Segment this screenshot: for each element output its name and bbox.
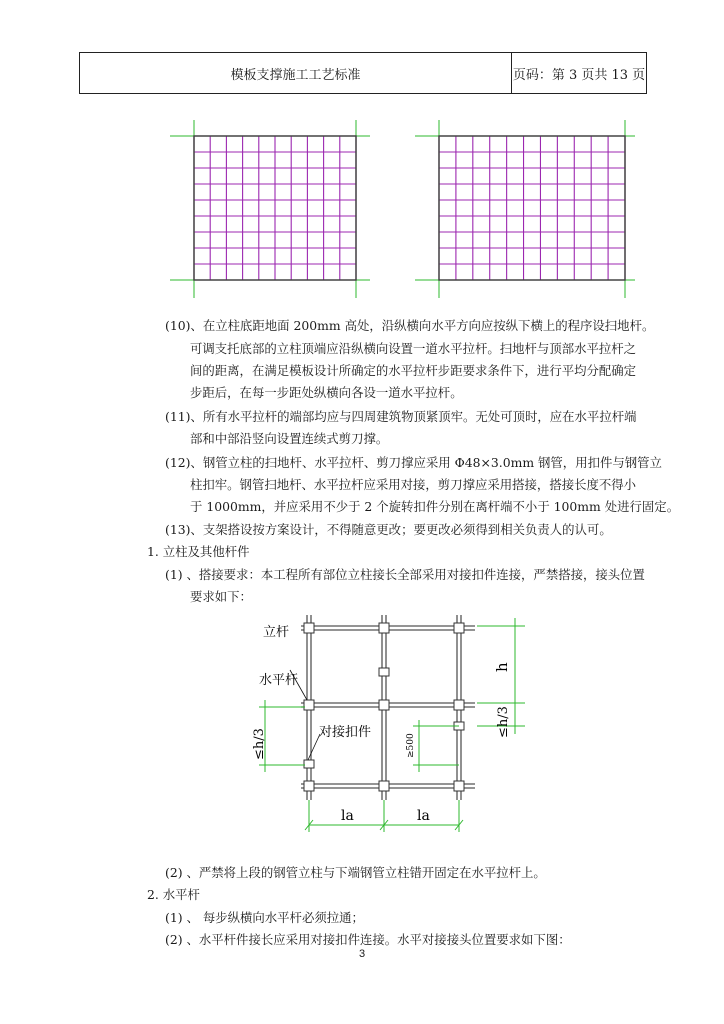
paragraph-13: (13)、支架搭设按方案设计，不得随意更改；要更改必须得到相关负责人的认可。: [165, 522, 612, 537]
section-1-heading: 1. 立柱及其他杆件: [147, 544, 250, 559]
label-la-1: la: [341, 808, 354, 824]
label-500: ≥500: [406, 733, 416, 758]
paragraph-10b: 可调支托底部的立柱顶端应沿纵横向设置一道水平拉杆。扫地杆与顶部水平拉杆之: [190, 341, 637, 356]
document-title: 模板支撑施工工艺标准: [80, 53, 512, 93]
plan-figure-left: [170, 120, 370, 298]
paragraph-12b: 柱扣牢。钢管扫地杆、水平拉杆应采用对接，剪刀撑应采用搭接，搭接长度不得小: [190, 477, 637, 492]
paragraph-11a: (11)、所有水平拉杆的端部均应与四周建筑物顶紧顶牢。无处可顶时，应在水平拉杆端: [165, 409, 637, 424]
page-info: 页码：第 3 页共 13 页: [512, 67, 646, 83]
butt-joint-diagram: [245, 610, 535, 850]
label-la-2: la: [417, 808, 430, 824]
label-h3-left: ≤h/3: [252, 728, 267, 760]
paragraph-1-1b: 要求如下：: [190, 589, 252, 604]
paragraph-10a: (10)、在立柱底距地面 200mm 高处，沿纵横向水平方向应按纵下横上的程序设扫地杆。: [165, 318, 655, 333]
paragraph-2-1: (1) 、 每步纵横向水平杆必须拉通；: [165, 910, 364, 925]
label-h: h: [493, 662, 511, 672]
paragraph-1-1a: (1) 、搭接要求：本工程所有部位立柱接长全部采用对接扣件连接，严禁搭接，接头位置: [165, 567, 645, 582]
plan-figure-right: [415, 120, 635, 298]
label-pole: 立杆: [263, 625, 290, 640]
label-h3-right: ≤h/3: [496, 706, 511, 738]
paragraph-12c: 于 1000mm，并应采用不少于 2 个旋转扣件分别在离杆端不小于 100mm 处进行固定。: [190, 499, 680, 514]
paragraph-12a: (12)、钢管立柱的扫地杆、水平拉杆、剪刀撑应采用 Φ48×3.0mm 钢管，用扣件与钢管立: [165, 455, 662, 470]
paragraph-11b: 部和中部沿竖向设置连续式剪刀撑。: [190, 431, 389, 446]
page-number: 3: [358, 948, 366, 960]
paragraph-2-2: (2) 、水平杆件接长应采用对接扣件连接。水平对接接头位置要求如下图：: [165, 932, 571, 947]
support-plan-figures: [170, 120, 640, 300]
paragraph-10c: 间的距离，在满足模板设计所确定的水平拉杆步距要求条件下，进行平均分配确定: [190, 363, 637, 378]
paragraph-1-2: (2) 、严禁将上段的钢管立柱与下端钢管立柱错开固定在水平拉杆上。: [165, 865, 546, 880]
label-butt-coupler: 对接扣件: [319, 725, 372, 740]
section-2-heading: 2. 水平杆: [147, 887, 200, 902]
page-header: [79, 52, 647, 94]
label-horizontal-bar: 水平杆: [259, 673, 299, 688]
paragraph-10d: 步距后，在每一步距处纵横向各设一道水平拉杆。: [190, 385, 463, 400]
